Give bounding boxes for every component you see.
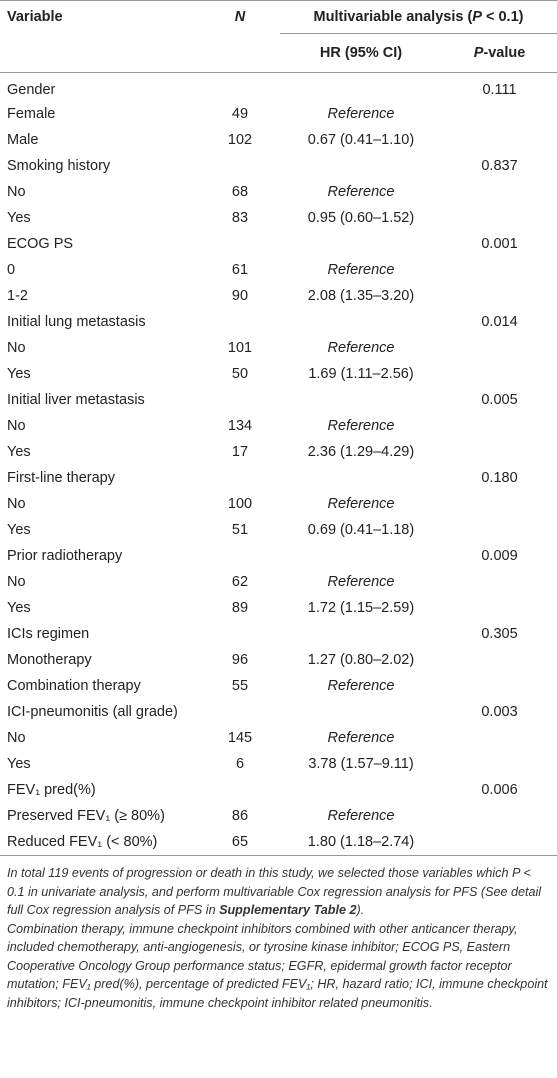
row-variable: Male [7, 132, 39, 148]
row-hr: 3.78 (1.57–9.11) [308, 756, 414, 772]
row-n [200, 777, 280, 803]
row-hr: 1.80 (1.18–2.74) [307, 834, 415, 850]
row-pvalue [442, 101, 557, 127]
row-pvalue: 0.005 [481, 392, 518, 408]
table-row [0, 73, 557, 102]
row-variable: ECOG PS [7, 236, 74, 252]
table-footnotes [0, 856, 557, 1012]
row-n [200, 309, 280, 335]
row-pvalue [442, 803, 557, 829]
row-n [200, 153, 280, 179]
row-pvalue [442, 413, 557, 439]
row-hr: 0.67 (0.41–1.10) [307, 132, 415, 148]
row-hr [280, 543, 442, 569]
table-row [0, 517, 557, 543]
header-hr: HR (95% CI) [319, 45, 403, 61]
table-row [0, 803, 557, 829]
row-n: 17 [231, 444, 249, 460]
row-variable: Yes [7, 444, 31, 460]
row-variable: Smoking history [7, 158, 111, 174]
row-hr: Reference [327, 340, 395, 356]
row-pvalue [442, 595, 557, 621]
row-variable: Initial lung metastasis [7, 314, 146, 330]
row-hr: 1.27 (0.80–2.02) [307, 652, 415, 668]
row-pvalue [442, 439, 557, 465]
table-row [0, 673, 557, 699]
row-hr: 1.72 (1.15–2.59) [307, 600, 415, 616]
footnote-2: Combination therapy, immune checkpoint inhibitors combined with other anticancer therapy, included chemotherapy, anti-angiogenesis, or tyrosine kinase inhibitor; ECOG PS, Eastern Cooperative Oncology Group performance status; EGFR, epidermal growth factor receptor mutation; FEV₁ pred(%), percentage of predicted FEV₁; HR, hazard ratio; ICI, immune checkpoint inhibitors; ICI-pneumonitis, immune checkpoint inhibitor related pneumonitis. [7, 921, 548, 1010]
table-row [0, 179, 557, 205]
row-n [200, 231, 280, 257]
table-row [0, 829, 557, 856]
table-row [0, 777, 557, 803]
row-variable: Combination therapy [7, 678, 141, 694]
row-variable: No [7, 184, 26, 200]
row-pvalue [442, 517, 557, 543]
table-row [0, 101, 557, 127]
row-pvalue: 0.001 [481, 236, 518, 252]
row-n: 65 [231, 834, 249, 850]
table-row [0, 413, 557, 439]
row-hr: Reference [327, 808, 395, 824]
table-body [0, 73, 557, 856]
row-n [200, 387, 280, 413]
row-pvalue [442, 205, 557, 231]
row-variable: No [7, 574, 26, 590]
row-hr: 1.69 (1.11–2.56) [308, 366, 414, 382]
row-hr: 0.95 (0.60–1.52) [307, 210, 415, 226]
row-pvalue: 0.305 [481, 626, 518, 642]
row-n: 49 [231, 106, 249, 122]
row-hr: 2.08 (1.35–3.20) [307, 288, 415, 304]
table-row [0, 127, 557, 153]
table-row [0, 543, 557, 569]
row-variable: First-line therapy [7, 470, 115, 486]
row-pvalue: 0.003 [481, 704, 518, 720]
row-variable: Reduced FEV₁ (< 80%) [7, 834, 158, 850]
table-row [0, 283, 557, 309]
row-pvalue [442, 361, 557, 387]
row-variable: Yes [7, 756, 31, 772]
table-row [0, 153, 557, 179]
row-hr: Reference [327, 418, 395, 434]
row-pvalue: 0.837 [481, 158, 518, 174]
row-pvalue [442, 257, 557, 283]
row-pvalue [442, 127, 557, 153]
row-pvalue [442, 569, 557, 595]
row-n: 55 [231, 678, 249, 694]
row-variable: Yes [7, 600, 31, 616]
row-n: 51 [231, 522, 249, 538]
row-variable: 1-2 [7, 288, 28, 304]
row-n: 86 [231, 808, 249, 824]
row-pvalue [442, 673, 557, 699]
header-pvalue: P-value [473, 45, 526, 61]
row-hr [280, 621, 442, 647]
row-n: 100 [227, 496, 253, 512]
row-variable: Initial liver metastasis [7, 392, 145, 408]
header-multivariable: Multivariable analysis (P < 0.1) [280, 1, 557, 34]
row-hr: 2.36 (1.29–4.29) [307, 444, 415, 460]
row-hr: Reference [327, 106, 395, 122]
header-variable: Variable [7, 9, 63, 26]
row-n [200, 621, 280, 647]
table-row [0, 205, 557, 231]
row-hr [280, 73, 442, 102]
row-hr: Reference [327, 730, 395, 746]
row-n [200, 73, 280, 102]
row-variable: No [7, 340, 26, 356]
row-hr [280, 387, 442, 413]
row-variable: Yes [7, 210, 31, 226]
row-n [200, 465, 280, 491]
row-variable: ICI-pneumonitis (all grade) [7, 704, 178, 720]
row-hr: Reference [327, 496, 395, 512]
row-hr: Reference [327, 184, 395, 200]
row-hr: Reference [327, 262, 395, 278]
table-row [0, 439, 557, 465]
row-variable: No [7, 730, 26, 746]
row-variable: Preserved FEV₁ (≥ 80%) [7, 808, 165, 824]
table-row [0, 725, 557, 751]
footnote-1: In total 119 events of progression or death in this study, we selected those variables which P < 0.1 in univariate analysis, and perform multivariable Cox regression analysis for PFS (See detail full Cox regression analysis of PFS in Supplementary Table 2). [7, 866, 542, 917]
row-pvalue [442, 647, 557, 673]
row-hr [280, 699, 442, 725]
row-pvalue: 0.006 [481, 782, 518, 798]
row-pvalue [442, 179, 557, 205]
row-n: 101 [227, 340, 253, 356]
row-hr [280, 465, 442, 491]
row-n [200, 543, 280, 569]
row-hr [280, 153, 442, 179]
row-pvalue: 0.180 [481, 470, 518, 486]
row-n: 134 [227, 418, 253, 434]
row-pvalue [442, 491, 557, 517]
table-row [0, 387, 557, 413]
row-pvalue [442, 725, 557, 751]
table-row [0, 647, 557, 673]
row-n: 102 [227, 132, 253, 148]
table-row [0, 491, 557, 517]
row-pvalue [442, 829, 557, 856]
row-variable: ICIs regimen [7, 626, 90, 642]
table-row [0, 309, 557, 335]
table-row [0, 335, 557, 361]
row-n: 90 [231, 288, 249, 304]
row-n: 68 [231, 184, 249, 200]
row-n: 89 [231, 600, 249, 616]
row-pvalue: 0.009 [481, 548, 518, 564]
row-hr [280, 231, 442, 257]
header-n: N [234, 9, 246, 26]
table-row [0, 231, 557, 257]
row-hr: 0.69 (0.41–1.18) [307, 522, 415, 538]
row-hr: Reference [327, 678, 395, 694]
table-header [0, 1, 557, 73]
row-n: 50 [231, 366, 249, 382]
row-variable: FEV₁ pred(%) [7, 782, 96, 798]
row-variable: Prior radiotherapy [7, 548, 123, 564]
row-n [200, 699, 280, 725]
row-variable: Monotherapy [7, 652, 92, 668]
row-n: 62 [231, 574, 249, 590]
table-row [0, 751, 557, 777]
row-variable: Gender [7, 82, 56, 98]
row-pvalue: 0.014 [481, 314, 518, 330]
row-variable: No [7, 418, 26, 434]
row-pvalue [442, 283, 557, 309]
table-row [0, 699, 557, 725]
table-row [0, 569, 557, 595]
row-variable: Female [7, 106, 56, 122]
row-hr: Reference [327, 574, 395, 590]
row-variable: No [7, 496, 26, 512]
row-variable: Yes [7, 366, 31, 382]
row-n: 61 [231, 262, 249, 278]
row-variable: 0 [7, 262, 16, 278]
row-variable: Yes [7, 522, 31, 538]
row-hr [280, 309, 442, 335]
row-pvalue: 0.111 [482, 82, 517, 98]
row-n: 145 [227, 730, 253, 746]
table-row [0, 621, 557, 647]
row-n: 6 [235, 756, 245, 772]
table-row [0, 361, 557, 387]
row-n: 83 [231, 210, 249, 226]
table-row [0, 465, 557, 491]
table-row [0, 257, 557, 283]
row-pvalue [442, 751, 557, 777]
row-n: 96 [231, 652, 249, 668]
row-hr [280, 777, 442, 803]
table-row [0, 595, 557, 621]
row-pvalue [442, 335, 557, 361]
